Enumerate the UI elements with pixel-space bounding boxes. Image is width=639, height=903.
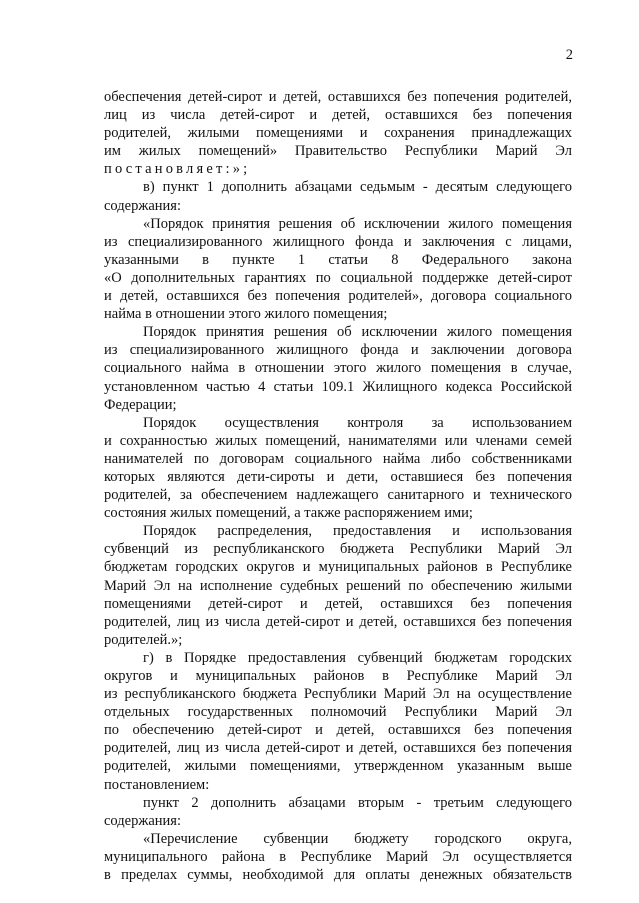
text-line: пункт 2 дополнить абзацами вторым - третьим следующего [143,794,572,811]
text-line: Федерации; [104,396,177,413]
text-line: из специализированного жилищного фонда и заключения с лицами, [104,233,572,250]
text-line: в) пункт 1 дополнить абзацами седьмым - десятым следующего [143,179,572,196]
text-line: указанными в пункте 1 статьи 8 Федерального закона [104,251,572,268]
text-line: Порядок принятия решения об исключении жилого помещения [143,324,572,341]
text-line: отдельных государственных полномочий Республики Марий Эл [104,704,572,721]
text-line: родителей.»; [104,631,183,648]
text-line: социального найма в отношении этого жилого помещения в случае, [104,360,572,377]
text-line: и детей, оставшихся без попечения родителей», договора социального [104,288,572,305]
text-line: г) в Порядке предоставления субвенций бюджетам городских [143,649,572,666]
text-line: родителей, жилыми помещениями, утвержденном указанным выше [104,758,572,775]
text-line: постановляет:»; [104,161,251,178]
text-line: лиц из числа детей-сирот и детей, оставшихся без попечения [104,107,572,124]
text-line: найма в отношении этого жилого помещения; [104,306,388,323]
text-line: по обеспечению детей-сирот и детей, оставшихся без попечения [104,722,572,739]
text-line: родителей, лиц из числа детей-сирот и детей, оставшихся без попечения [104,613,572,630]
text-line: из специализированного жилищного фонда и заключении договора [104,342,572,359]
text-line: в пределах суммы, необходимой для оплаты денежных обязательств [104,867,572,884]
text-line: состояния жилых помещений, а также распоряжением ими; [104,505,473,522]
text-line: родителей, лиц из числа детей-сирот и детей, оставшихся без попечения [104,740,572,757]
text-line: постановлением: [104,776,210,793]
text-line: родителей, жилыми помещениями и сохранения принадлежащих [104,125,572,142]
text-line: установленном частью 4 статьи 109.1 Жилищного кодекса Российской [104,378,572,395]
text-line: которых являются дети-сироты и дети, оставшиеся без попечения [104,468,572,485]
text-line: содержания: [104,197,182,214]
text-line: муниципального района в Республике Марий Эл осуществляется [104,848,572,865]
text-line: нанимателей по договорам социального найма либо собственниками [104,450,572,467]
text-line: субвенций из республиканского бюджета Республики Марий Эл [104,541,572,558]
text-line: «Порядок принятия решения об исключении жилого помещения [143,215,572,232]
text-line: Марий Эл на исполнение судебных решений по обеспечению жилыми [104,577,572,594]
document-body [104,88,572,884]
text-line: из республиканского бюджета Республики Марий Эл на осуществление [104,686,572,703]
text-line: и сохранностью жилых помещений, нанимателями или членами семей [104,432,572,449]
text-line: округов и муниципальных районов в Республике Марий Эл [104,668,572,684]
text-line: «О дополнительных гарантиях по социальной поддержке детей-сирот [104,269,572,286]
text-line: помещениями детей-сирот и детей, оставшихся без попечения [104,595,572,612]
text-line: «Перечисление субвенции бюджету городского округа, [143,830,572,847]
text-line: родителей, за обеспечением надлежащего санитарного и технического [104,487,572,504]
text-line: им жилых помещений» Правительство Республики Марий Эл [104,143,572,160]
text-line: бюджетам городских округов и муниципальных районов в Республике [104,559,572,576]
text-line: Порядок распределения, предоставления и использования [143,523,572,540]
text-line: обеспечения детей-сирот и детей, оставшихся без попечения родителей, [104,89,572,105]
page-number: 2 [565,47,573,63]
text-line: Порядок осуществления контроля за использованием [143,414,572,431]
text-line: содержания: [104,812,182,829]
